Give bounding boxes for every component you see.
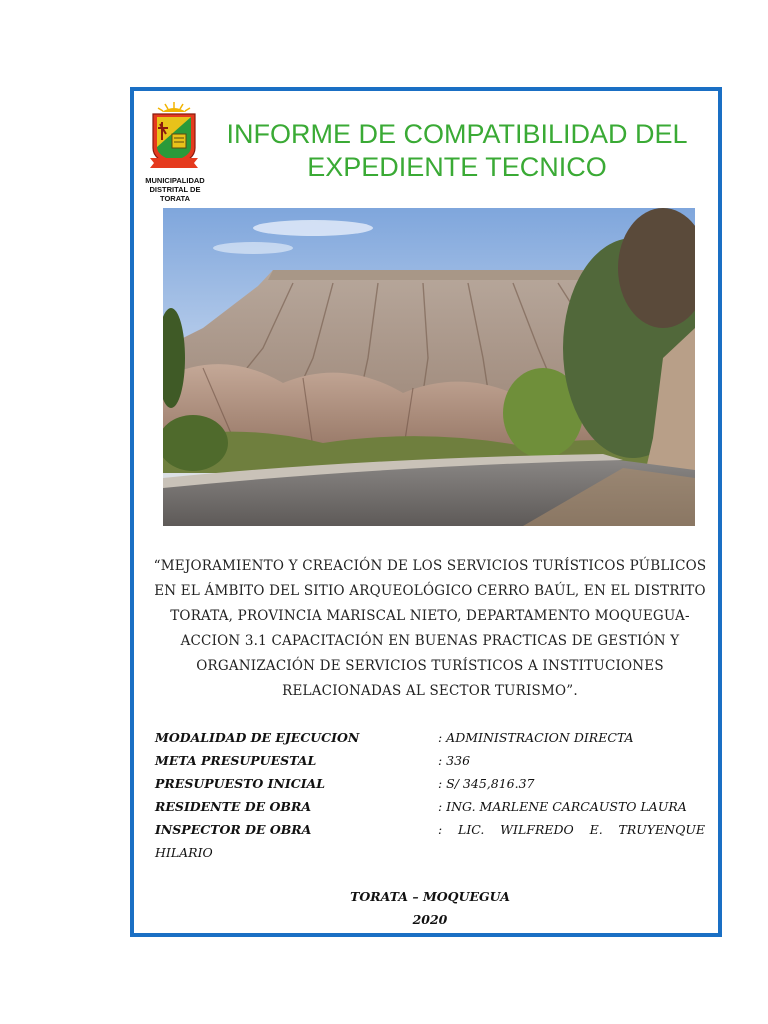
title-line-1: INFORME DE COMPATIBILIDAD DEL (226, 119, 688, 149)
municipal-coat-of-arms-icon (148, 100, 200, 170)
metadata-row-meta (155, 753, 705, 776)
project-line: TORATA, PROVINCIA MARISCAL NIETO, DEPARTAMENTO MOQUEGUA- (170, 608, 690, 624)
metadata-label: PRESUPUESTO INICIAL (155, 776, 326, 791)
title-line-2: EXPEDIENTE TECNICO (307, 152, 607, 182)
project-line: “MEJORAMIENTO Y CREACIÓN DE LOS SERVICIOS TURÍSTICOS PÚBLICOS (153, 558, 707, 574)
municipality-caption (140, 176, 210, 203)
mountain-landscape-photo (163, 208, 695, 526)
metadata-value: : ING. MARLENE CARCAUSTO LAURA (438, 799, 687, 814)
metadata-value: : LIC. WILFREDO E. TRUYENQUE (438, 822, 705, 837)
project-metadata (155, 730, 705, 868)
metadata-label: MODALIDAD DE EJECUCION (155, 730, 360, 745)
metadata-row-modalidad (155, 730, 705, 753)
metadata-value: : 336 (438, 753, 471, 768)
metadata-value: : S/ 345,816.37 (438, 776, 535, 791)
metadata-label: INSPECTOR DE OBRA (155, 822, 312, 837)
footer-location: TORATA – MOQUEGUA (350, 889, 510, 904)
metadata-row-inspector (155, 822, 705, 845)
caption-line: TORATA (160, 194, 190, 203)
caption-line: DISTRITAL DE (149, 185, 201, 194)
metadata-value-continuation: HILARIO (155, 845, 213, 860)
project-line: EN EL ÁMBITO DEL SITIO ARQUEOLÓGICO CERRO BAÚL, EN EL DISTRITO (154, 583, 706, 599)
metadata-row-residente (155, 799, 705, 822)
caption-line: MUNICIPALIDAD (145, 176, 205, 185)
metadata-row-inspector-cont (155, 845, 705, 868)
document-title (212, 118, 702, 184)
footer-year: 2020 (412, 912, 448, 927)
project-line: RELACIONADAS AL SECTOR TURISMO”. (282, 683, 578, 699)
project-description (150, 554, 710, 704)
project-line: ORGANIZACIÓN DE SERVICIOS TURÍSTICOS A INSTITUCIONES (196, 658, 664, 674)
metadata-value: : ADMINISTRACION DIRECTA (438, 730, 634, 745)
metadata-label: RESIDENTE DE OBRA (155, 799, 312, 814)
document-footer (130, 885, 730, 931)
metadata-row-presupuesto (155, 776, 705, 799)
metadata-label: META PRESUPUESTAL (155, 753, 317, 768)
project-line: ACCION 3.1 CAPACITACIÓN EN BUENAS PRACTICAS DE GESTIÓN Y (180, 633, 680, 649)
